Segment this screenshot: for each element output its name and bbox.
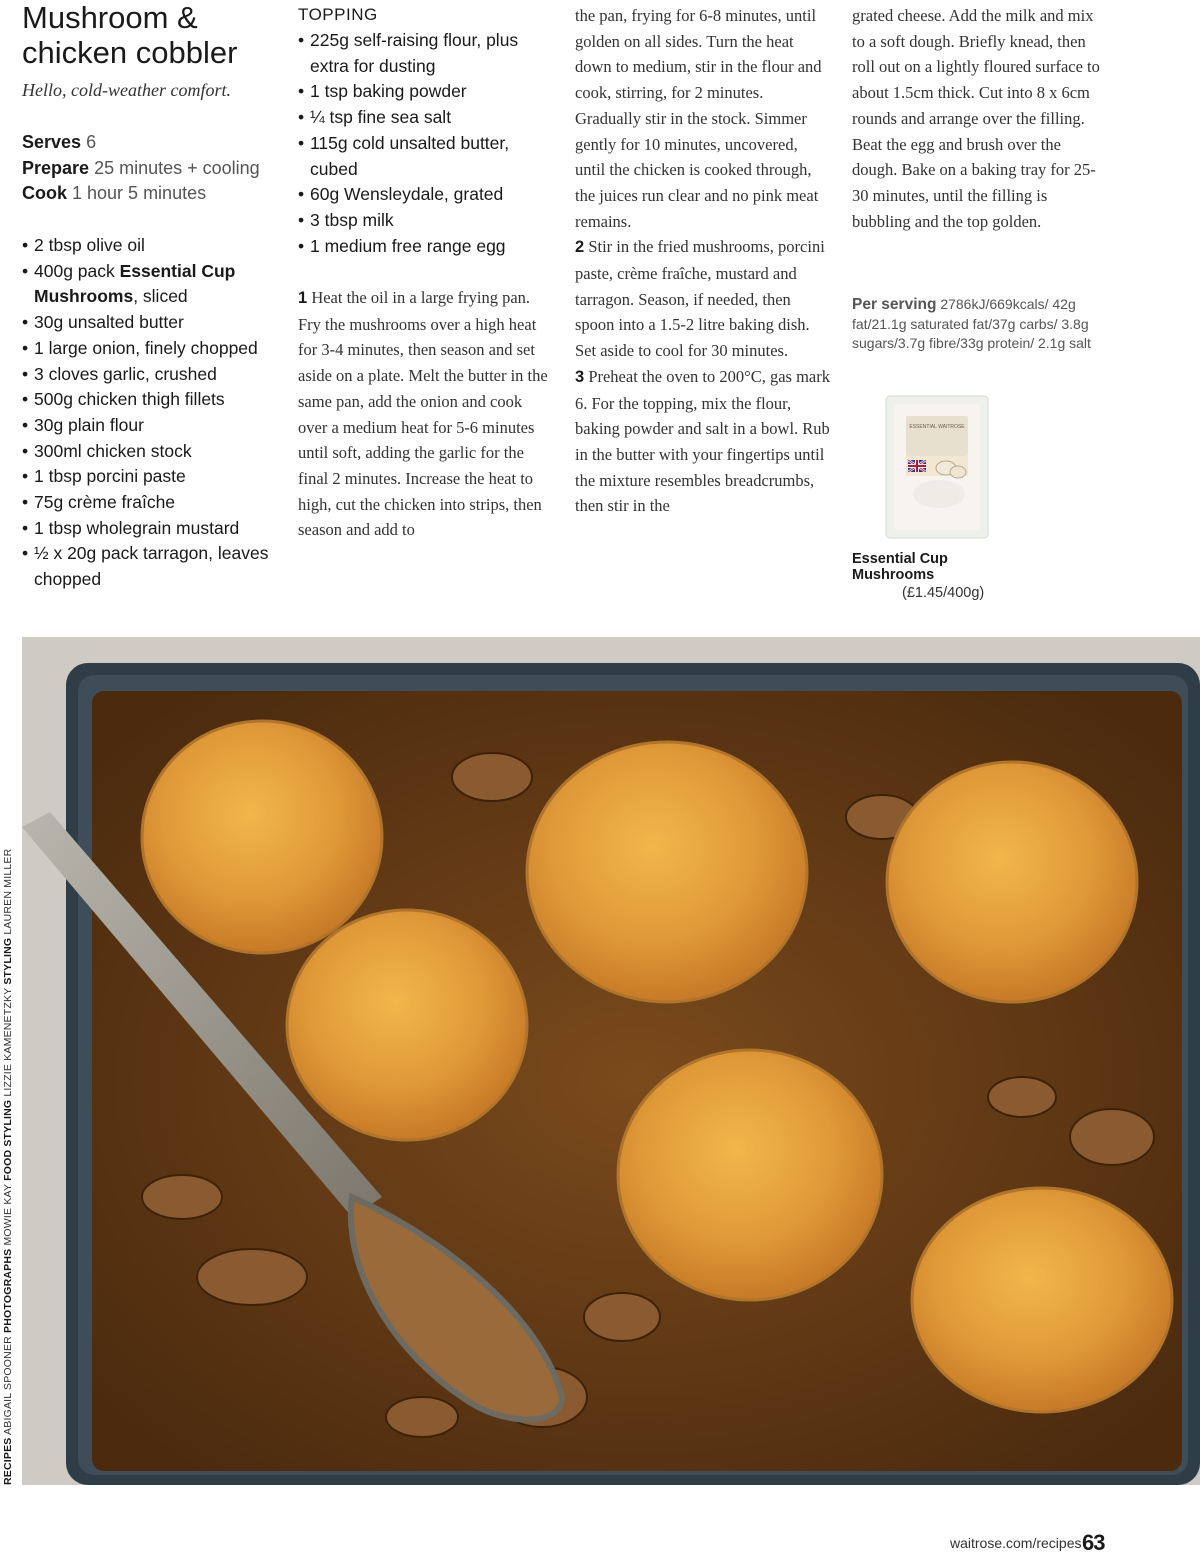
cobbler-photo (22, 637, 1200, 1485)
topping-item: • 1 medium free range egg (298, 234, 548, 260)
footer-url-link[interactable]: waitrose.com/recipes (950, 1535, 1082, 1551)
nutrition-label: Per serving (852, 296, 937, 313)
ingredient-item: • 1 large onion, finely chopped (22, 336, 282, 362)
ingredients-list (22, 233, 282, 593)
ingredient-item: • 300ml chicken stock (22, 439, 282, 465)
photo-credits: RECIPES ABIGAIL SPOONER PHOTOGRAPHS MOWIE KAY FOOD STYLING LIZZIE KAMENETZKY STYLING LAUREN MILLER (2, 848, 14, 1485)
prepare-row: Prepare 25 minutes + cooling (22, 157, 260, 178)
recipe-subtitle: Hello, cold-weather comfort. (22, 80, 231, 100)
topping-item: • 115g cold unsalted butter, cubed (298, 131, 548, 182)
ingredient-item: • 30g plain flour (22, 413, 282, 439)
pack-brand-text: ESSENTIAL WAITROSE (909, 424, 965, 430)
ingredient-item: • 1 tbsp wholegrain mustard (22, 516, 282, 542)
title-line-2: chicken cobbler (22, 35, 238, 70)
method-step-1: 1 Heat the oil in a large frying pan. Fry the mushrooms over a high heat for 3-4 minutes, then season and set aside on a plate. Melt the butter in the same pan, add the onion and cook over a medium heat for 5-6 minutes until soft, adding the garlic for the final 2 minutes. Increase the heat to high, cut the chicken into strips, then season and add to (298, 288, 548, 540)
topping-list (298, 28, 548, 259)
method-step-2: 2 Stir in the fried mushrooms, porcini paste, crème fraîche, mustard and tarragon. Season, if needed, then spoon into a 1.5-2 litre baking dish. Set aside to cool for 30 minutes. (575, 237, 825, 361)
recipe-title (22, 0, 237, 70)
method-step-3-continued: grated cheese. Add the milk and mix to a soft dough. Briefly knead, then roll out on a lightly floured surface to about 1.5cm thick. Cut into 8 x 6cm rounds and arrange over the filling. Beat the egg and brush over the dough. Bake on a baking tray for 25-30 minutes, until the filling is bubbling and the top golden. (852, 6, 1100, 231)
ingredient-item: • 75g crème fraîche (22, 490, 282, 516)
ingredient-item: • 30g unsalted butter (22, 310, 282, 336)
cook-row: Cook 1 hour 5 minutes (22, 183, 207, 204)
ingredient-item: • 1 tbsp porcini paste (22, 464, 282, 490)
topping-item: • 1 tsp baking powder (298, 79, 548, 105)
ingredient-item: • 500g chicken thigh fillets (22, 387, 282, 413)
ingredient-item: • ½ x 20g pack tarragon, leaves chopped (22, 541, 282, 592)
recipe-meta (22, 130, 260, 207)
serves-row: Serves 6 (22, 132, 97, 152)
topping-section (298, 0, 548, 259)
union-flag-icon (908, 460, 926, 472)
method-column-2 (575, 3, 830, 519)
method-step-3: 3 Preheat the oven to 200°C, gas mark 6. For the topping, mix the flour, baking powder and salt in a bowl. Rub in the butter with your fingertips until the mixture resembles breadcrumbs, then stir in the (575, 366, 830, 516)
topping-item: • ¼ tsp fine sea salt (298, 105, 548, 131)
topping-item: • 3 tbsp milk (298, 208, 548, 234)
topping-item: • 60g Wensleydale, grated (298, 182, 548, 208)
nutrition-values: 2786kJ/669kcals/ 42g fat/21.1g saturated fat/37g carbs/ 3.8g sugars/3.7g fibre/33g protein/ 2.1g salt (852, 296, 1091, 351)
product-caption (852, 551, 1032, 601)
title-line-1: Mushroom & (22, 0, 198, 35)
ingredient-item: • 3 cloves garlic, crushed (22, 362, 282, 388)
topping-item: • 225g self-raising flour, plus extra for dusting (298, 28, 548, 79)
ingredient-item: • 400g pack Essential Cup Mushrooms, sliced (22, 259, 282, 310)
product-price: (£1.45/400g) (902, 585, 985, 601)
ingredient-item: • 2 tbsp olive oil (22, 233, 282, 259)
nutrition-info (852, 295, 1112, 354)
method-column-3 (852, 3, 1107, 234)
topping-heading: TOPPING (298, 5, 378, 24)
method-column-1 (298, 285, 548, 543)
method-step-1-continued: the pan, frying for 6-8 minutes, until golden on all sides. Turn the heat down to medium, stir in the flour and cook, stirring, for 2 minutes. Gradually stir in the stock. Simmer gently for 10 minutes, uncovered, until the chicken is cooked through, the juices run clear and no pink meat remains. (575, 6, 822, 231)
product-pack-image (884, 394, 990, 540)
product-name: Essential Cup Mushrooms (852, 551, 948, 583)
page-number: 63 (1082, 1530, 1105, 1555)
